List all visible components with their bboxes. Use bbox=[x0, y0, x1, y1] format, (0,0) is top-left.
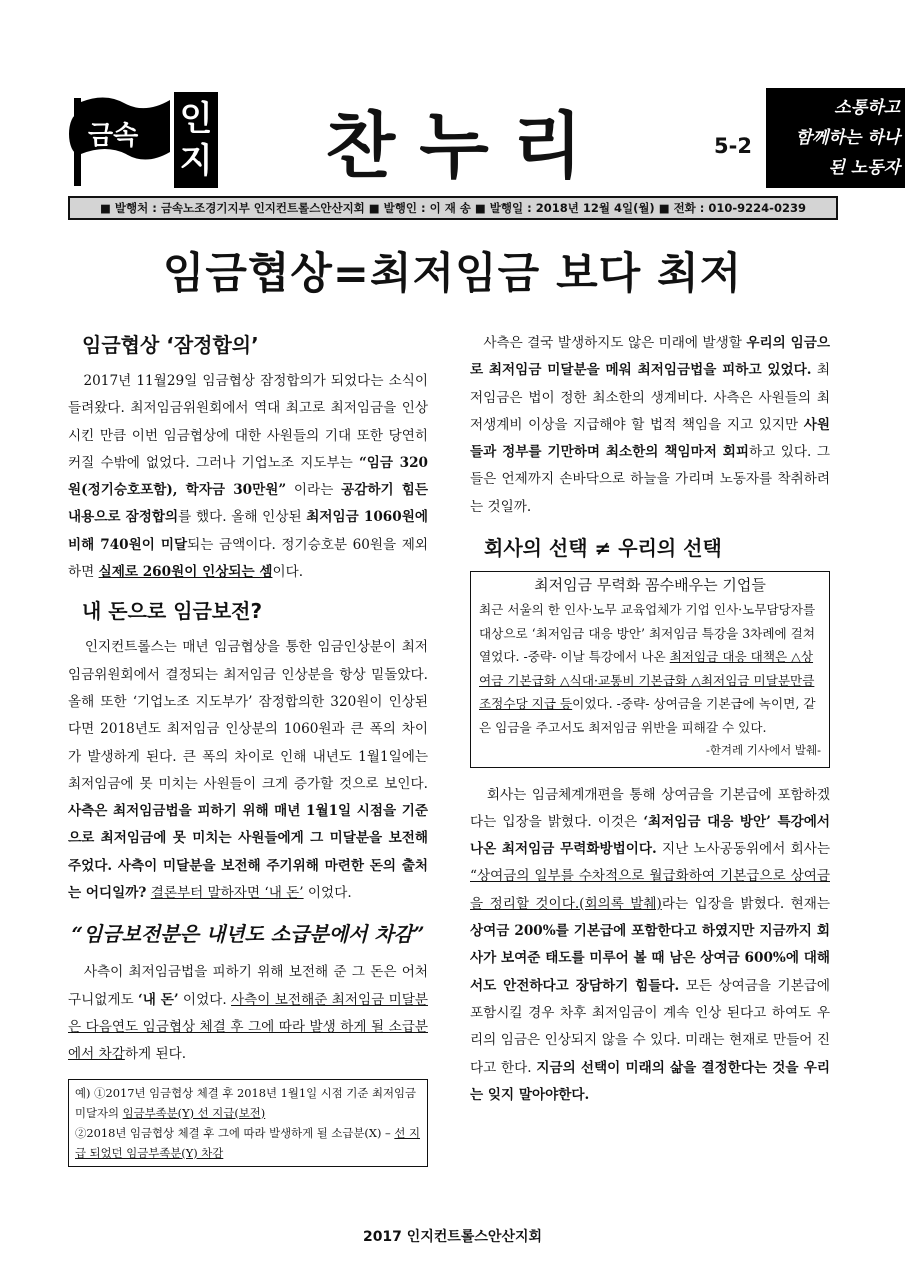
masthead bbox=[66, 88, 900, 190]
publisher-info-bar: ■ 발행처 : 금속노조경기지부 인지컨트롤스안산지회 ■ 발행인 : 이 재 송 ■ 발행일 : 2018년 12월 4일(월) ■ 전화 : 010-9224-0239 bbox=[68, 196, 838, 220]
injee-char-1: 인 bbox=[179, 99, 213, 139]
section-title-choice: 회사의 선택 ≠ 우리의 선택 bbox=[484, 536, 722, 561]
news-clip-source: -한겨레 기사에서 발췌- bbox=[705, 743, 821, 758]
union-flag-logo bbox=[66, 92, 172, 188]
paragraph-company-evasion: 사측은 결국 발생하지도 않은 미래에 발생할 우리의 임금으로 최저임금 미달분을 메워 최저임금법을 피하고 있었다. 최저임금은 법이 정한 최소한의 생계비다. 사측은 사원들의 최저생계비 이상을 지급해야 할 법적 책임을 지고 있지만 사원들과 정부를 기만하며 최소한의 책임마저 회피하고 있다. 그들은 언제까지 손바닥으로 하늘을 가리며 노동자를 착취하려는 것일까. bbox=[470, 335, 831, 515]
newsletter-title bbox=[224, 92, 708, 188]
left-column bbox=[68, 330, 428, 1167]
paragraph-company-choice: 회사는 임금체계개편을 통해 상여금을 기본급에 포함하겠다는 입장을 밝혔다. 이것은 ‘최저임금 대응 방안’ 특강에서 나온 최저임금 무력화방법이다. 지난 노사공동위에서 회사는 “상여금의 일부를 수차적으로 월급화하여 기본급으로 상여금을 정리할 것이다.(회의록 발췌)라는 입장을 밝혔다. 현재는 상여금 200%를 기본급에 포함한다고 하였지만 지금까지 회사가 보여준 태도를 미루어 볼 때 남은 상여금 600%에 대해서도 안전하다고 장담하기 힘들다. 모든 상여금을 기본급에 포함시킬 경우 차후 최저임금이 계속 인상 된다고 하여도 우리의 임금은 인상되지 않을 수 있다. 미래는 현재로 만들어 진다고 한다. 지금의 선택이 미래의 삶을 결정한다는 것을 우리는 잊지 말아야한다. bbox=[470, 786, 831, 1103]
headline: 임금협상=최저임금 보다 최저 bbox=[162, 249, 743, 299]
section-title-tentative-agreement: 임금협상 ‘잠정합의’ bbox=[82, 333, 259, 357]
news-clip-body: 최근 서울의 한 인사·노무 교육업체가 기업 인사·노무담당자를 대상으로 ‘최저임금 대응 방안’ 최저임금 특강을 3차례에 걸쳐 열었다. -중략- 이날 특강에서 나온 최저임금 대응 대책은 △상여금 기본급화 △식대·교통비 기본급화 △최저임금 미달분만큼 조정수당 지급 등이었다. -중략- 상여금을 기본급에 녹이면, 같은 임금을 주고서도 최저임금 위반을 피해갈 수 있다. bbox=[479, 602, 816, 735]
injee-block bbox=[174, 92, 218, 188]
paragraph-tentative-agreement: 2017년 11월29일 임금협상 잠정합의가 되었다는 소식이 들려왔다. 최저임금위원회에서 역대 최고로 최저임금을 인상 시킨 만큼 이번 임금협상에 대한 사원들의 기대 또한 당연히 커질 수밖에 없었다. 그러나 기업노조 지도부는 “임금 320원(정기승호포함), 학자금 30만원” 이라는 공감하기 힘든 내용으로 잠정합의를 했다. 올해 인상된 최저임금 1060원에 비해 740원이 미달되는 금액이다. 정기승호분 60원을 제외하면 실제로 260원이 인상되는 셈이다. bbox=[68, 373, 429, 581]
news-clip-box bbox=[470, 571, 830, 768]
paragraph-wage-preservation: 인지컨트롤스는 매년 임금협상을 통한 임금인상분이 최저임금위원회에서 결정되는 최저임금 인상분을 항상 밑돌았다. 올해 또한 ‘기업노조 지도부가’ 잠정합의한 320원이 인상된다면 2018년도 최저임금 인상분의 1060원과 큰 폭의 차이가 발생하게 된다. 큰 폭의 차이로 인해 내년도 1월1일에는 최저임금에 못 미치는 사원들이 크게 증가할 것으로 보인다. 사측은 최저임금법을 피하기 위해 매년 1월1일 시점을 기준으로 최저임금에 못 미치는 사원들에게 그 미달분을 보전해주었다. 사측이 미달분을 보전해 주기위해 마련한 돈의 출처는 어디일까? 결론부터 말하자면 ‘내 돈’ 이었다. bbox=[68, 639, 429, 902]
slogan-line-1: 소통하고 bbox=[834, 98, 900, 118]
issue-number: 5-2 bbox=[714, 134, 752, 158]
right-column bbox=[470, 330, 830, 1109]
newsletter-title-text: 찬누리 bbox=[325, 103, 607, 188]
slogan-line-3: 된 노동자 bbox=[828, 158, 900, 178]
example-note-box: 예) ①2017년 임금협상 체결 후 2018년 1월1일 시점 기준 최저임금 미달자의 임금부족분(Y) 선 지급(보전) ②2018년 임금협상 체결 후 그에 따라 발생하게 될 소급분(X) – 선 지급 되었던 임금부족분(Y) 차감 bbox=[68, 1079, 428, 1167]
footer: 2017 인지컨트롤스안산지회 bbox=[362, 1229, 543, 1245]
quote-heading: “임금보전분은 내년도 소급분에서 차감” bbox=[71, 922, 425, 947]
slogan-line-2: 함께하는 하나 bbox=[795, 128, 900, 148]
paragraph-deduction: 사측이 최저임금법을 피하기 위해 보전해 준 그 돈은 어처구니없게도 ‘내 돈’ 이었다. 사측이 보전해준 최저임금 미달분은 다음연도 임금협상 체결 후 그에 따라 발생 하게 될 소급분에서 차감하게 된다. bbox=[68, 964, 428, 1063]
injee-char-2: 지 bbox=[179, 141, 213, 181]
logo-text: 금속 bbox=[88, 121, 139, 151]
slogan-box bbox=[766, 88, 905, 188]
section-title-wage-preservation: 내 돈으로 임금보전? bbox=[82, 599, 263, 624]
news-clip-title: 최저임금 무력화 꼼수배우는 기업들 bbox=[534, 576, 766, 595]
